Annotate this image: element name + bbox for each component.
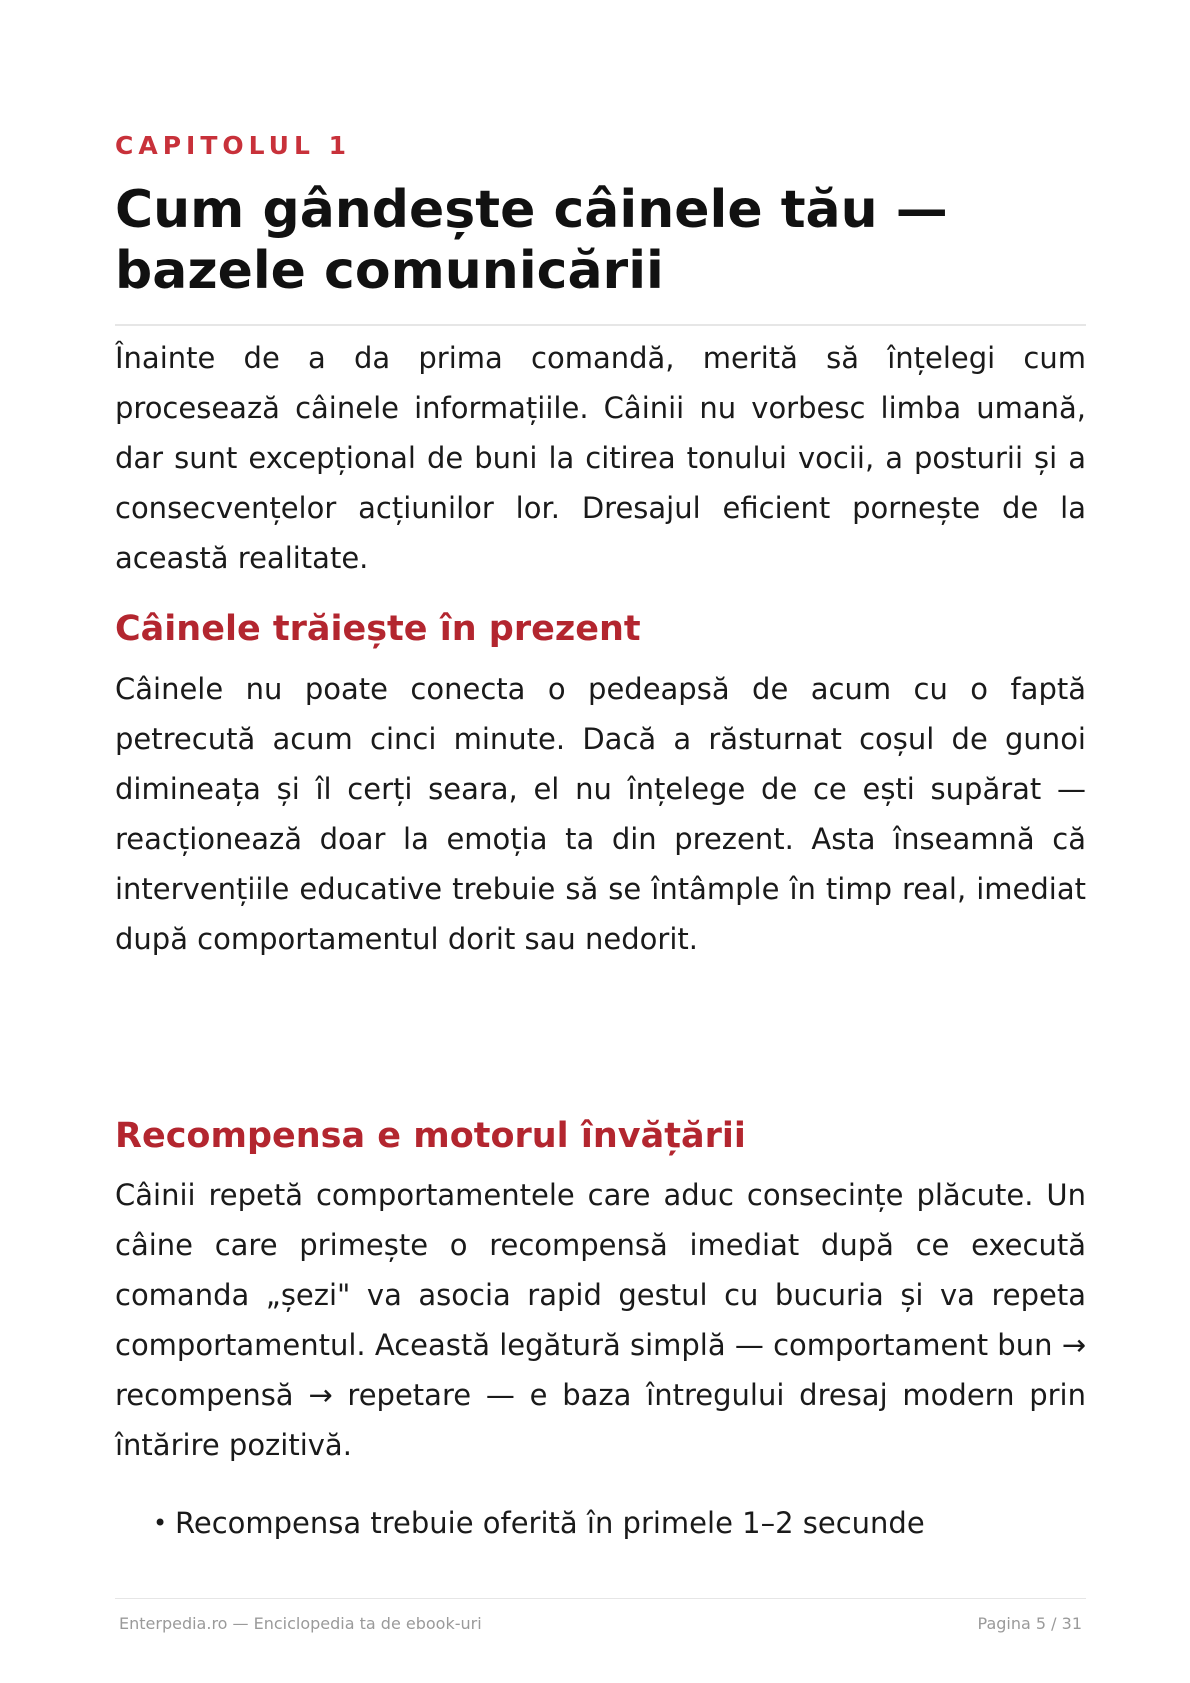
document-page — [115, 0, 1086, 1683]
title-divider — [115, 324, 1086, 326]
page-number: Pagina 5 / 31 — [977, 1614, 1082, 1633]
chapter-label: CAPITOLUL 1 — [115, 131, 351, 160]
chapter-title: Cum gândește câinele tău — bazele comunicării — [115, 180, 948, 301]
bullet-icon: • — [153, 1509, 168, 1537]
section-heading-present: Câinele trăiește în prezent — [115, 609, 641, 649]
footer-site-name: Enterpedia.ro — Enciclopedia ta de ebook-uri — [119, 1614, 482, 1633]
footer-divider — [115, 1598, 1086, 1599]
section-paragraph-reward: Câinii repetă comportamentele care aduc consecințe plăcute. Un câine care primește o recompensă imediat după ce execută comanda „șezi" va asocia rapid gestul cu bucuria și va repeta comportamentul. Această legătură simplă — comportament bun → recompensă → repetare — e baza întregului dresaj modern prin întărire pozitivă. — [115, 1178, 1086, 1462]
section-heading-reward: Recompensa e motorul învățării — [115, 1116, 746, 1156]
list-item-text: Recompensa trebuie oferită în primele 1–2 secunde — [175, 1506, 925, 1540]
section-paragraph-present: Câinele nu poate conecta o pedeapsă de acum cu o faptă petrecută acum cinci minute. Dacă a răsturnat coșul de gunoi dimineața și îl cerți seara, el nu înțelege de ce ești supărat — reacționează doar la emoția ta din prezent. Asta înseamnă că intervențiile educative trebuie să se întâmple în timp real, imediat după comportamentul dorit sau nedorit. — [115, 672, 1086, 956]
list-item — [115, 1500, 1086, 1546]
bullet-list — [115, 1500, 1086, 1546]
intro-paragraph: Înainte de a da prima comandă, merită să înțelegi cum procesează câinele informațiile. Câinii nu vorbesc limba umană, dar sunt excepțional de buni la citirea tonului vocii, a posturii și a consecvențelor acțiunilor lor. Dresajul eficient pornește de la această realitate. — [115, 341, 1086, 575]
